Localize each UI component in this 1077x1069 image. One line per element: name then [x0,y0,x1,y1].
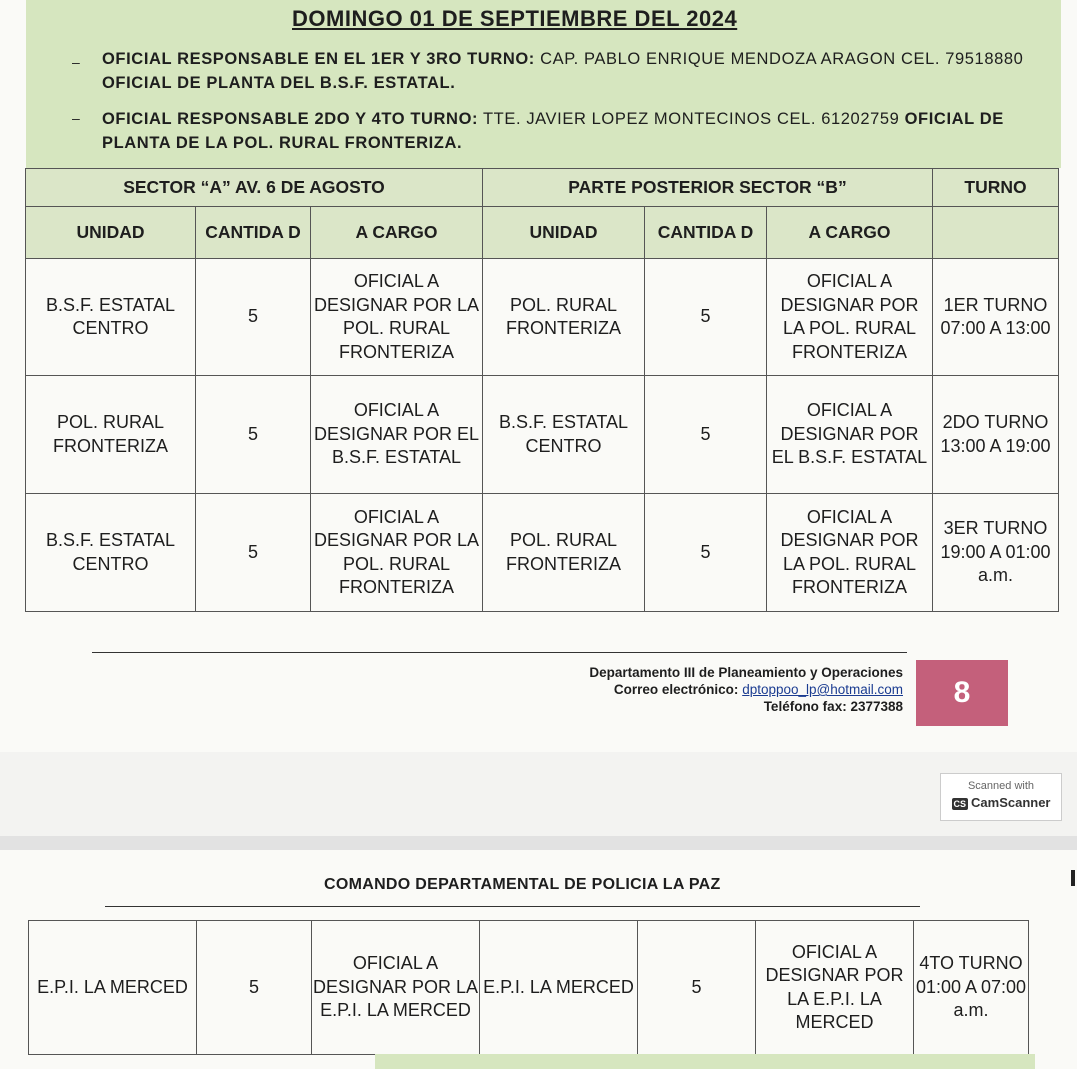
quantity-cell: 5 [196,494,311,612]
scanned-with-label: Scanned with [967,780,1035,792]
shift-cell: 3ER TURNO 19:00 A 01:00 a.m. [933,494,1059,612]
heading-underline [105,906,920,907]
in-charge-cell: OFICIAL A DESIGNAR POR EL B.S.F. ESTATAL [311,376,483,494]
sector-header-row [26,169,1059,207]
quantity-cell: 5 [645,376,767,494]
next-section-band [375,1054,1035,1069]
responsible-name: TTE. JAVIER LOPEZ MONTECINOS CEL. 61202759 [478,110,905,128]
turno-header: TURNO [933,169,1059,207]
responsible-unit: OFICIAL DE PLANTA DEL B.S.F. ESTATAL. [102,74,456,92]
responsible-label: OFICIAL RESPONSABLE EN EL 1ER Y 3RO TURNO: [102,50,535,68]
turno-blank-header [933,207,1059,259]
cargo-header: A CARGO [767,207,933,259]
responsible-unit: OFICIAL DE PLANTA DE LA POL. RURAL FRONTERIZA. [102,110,1004,152]
footer-divider [92,652,907,653]
unit-cell: POL. RURAL FRONTERIZA [483,494,645,612]
table-row [26,376,1059,494]
camscanner-brand [941,795,1061,810]
in-charge-cell: OFICIAL A DESIGNAR POR EL B.S.F. ESTATAL [767,376,933,494]
document-title: DOMINGO 01 DE SEPTIEMBRE DEL 2024 [292,6,738,31]
unit-cell: E.P.I. LA MERCED [29,921,197,1055]
unidad-header: UNIDAD [26,207,196,259]
bullet-mark: – [72,110,80,126]
shift-cell: 4TO TURNO 01:00 A 07:00 a.m. [914,921,1029,1055]
phone-line: Teléfono fax: 2377388 [763,699,903,714]
shift-cell: 1ER TURNO 07:00 A 13:00 [933,259,1059,376]
unit-cell: B.S.F. ESTATAL CENTRO [26,259,196,376]
cargo-header: A CARGO [311,207,483,259]
schedule-table [25,168,1059,612]
unit-cell: B.S.F. ESTATAL CENTRO [26,494,196,612]
quantity-cell: 5 [645,494,767,612]
quantity-cell: 5 [196,259,311,376]
unit-cell: B.S.F. ESTATAL CENTRO [483,376,645,494]
in-charge-cell: OFICIAL A DESIGNAR POR LA POL. RURAL FRONTERIZA [767,259,933,376]
quantity-cell: 5 [197,921,312,1055]
department-name: Departamento III de Planeamiento y Operaciones [589,665,903,680]
in-charge-cell: OFICIAL A DESIGNAR POR LA E.P.I. LA MERCED [756,921,914,1055]
quantity-cell: 5 [645,259,767,376]
unidad-header: UNIDAD [483,207,645,259]
shift-cell: 2DO TURNO 13:00 A 19:00 [933,376,1059,494]
camscanner-brand-name: CamScanner [971,795,1051,810]
camscanner-logo-icon: CS [953,799,967,809]
camscanner-watermark [940,773,1062,821]
in-charge-cell: OFICIAL A DESIGNAR POR LA POL. RURAL FRONTERIZA [311,259,483,376]
unit-cell: POL. RURAL FRONTERIZA [483,259,645,376]
table-row [26,494,1059,612]
in-charge-cell: OFICIAL A DESIGNAR POR LA E.P.I. LA MERCED [312,921,480,1055]
cantidad-header: CANTIDA D [645,207,767,259]
in-charge-cell: OFICIAL A DESIGNAR POR LA POL. RURAL FRONTERIZA [767,494,933,612]
cantidad-header: CANTIDA D [196,207,311,259]
page-separator [0,836,1077,850]
email-link[interactable]: dptoppoo_lp@hotmail.com [742,682,903,697]
quantity-cell: 5 [196,376,311,494]
responsible-officer-1-3 [102,47,1052,95]
quantity-cell: 5 [638,921,756,1055]
bullet-mark: – [72,54,80,70]
unit-cell: POL. RURAL FRONTERIZA [26,376,196,494]
sector-b-header: PARTE POSTERIOR SECTOR “B” [483,169,933,207]
table-row [29,921,1029,1055]
column-header-row [26,207,1059,259]
scan-edge-mark [1071,870,1075,886]
responsible-name: CAP. PABLO ENRIQUE MENDOZA ARAGON CEL. 79518880 [534,50,1024,68]
responsible-label: OFICIAL RESPONSABLE 2DO Y 4TO TURNO: [102,110,479,128]
schedule-table-continued [28,920,1029,1055]
email-line [589,681,903,698]
page-number-badge: 8 [916,660,1008,726]
responsible-officer-2-4 [102,107,1052,155]
table-row [26,259,1059,376]
email-label: Correo electrónico: [613,682,739,697]
command-heading: COMANDO DEPARTAMENTAL DE POLICIA LA PAZ [324,876,721,893]
unit-cell: E.P.I. LA MERCED [480,921,638,1055]
department-info [589,664,903,715]
in-charge-cell: OFICIAL A DESIGNAR POR LA POL. RURAL FRONTERIZA [311,494,483,612]
sector-a-header: SECTOR “A” AV. 6 DE AGOSTO [26,169,483,207]
